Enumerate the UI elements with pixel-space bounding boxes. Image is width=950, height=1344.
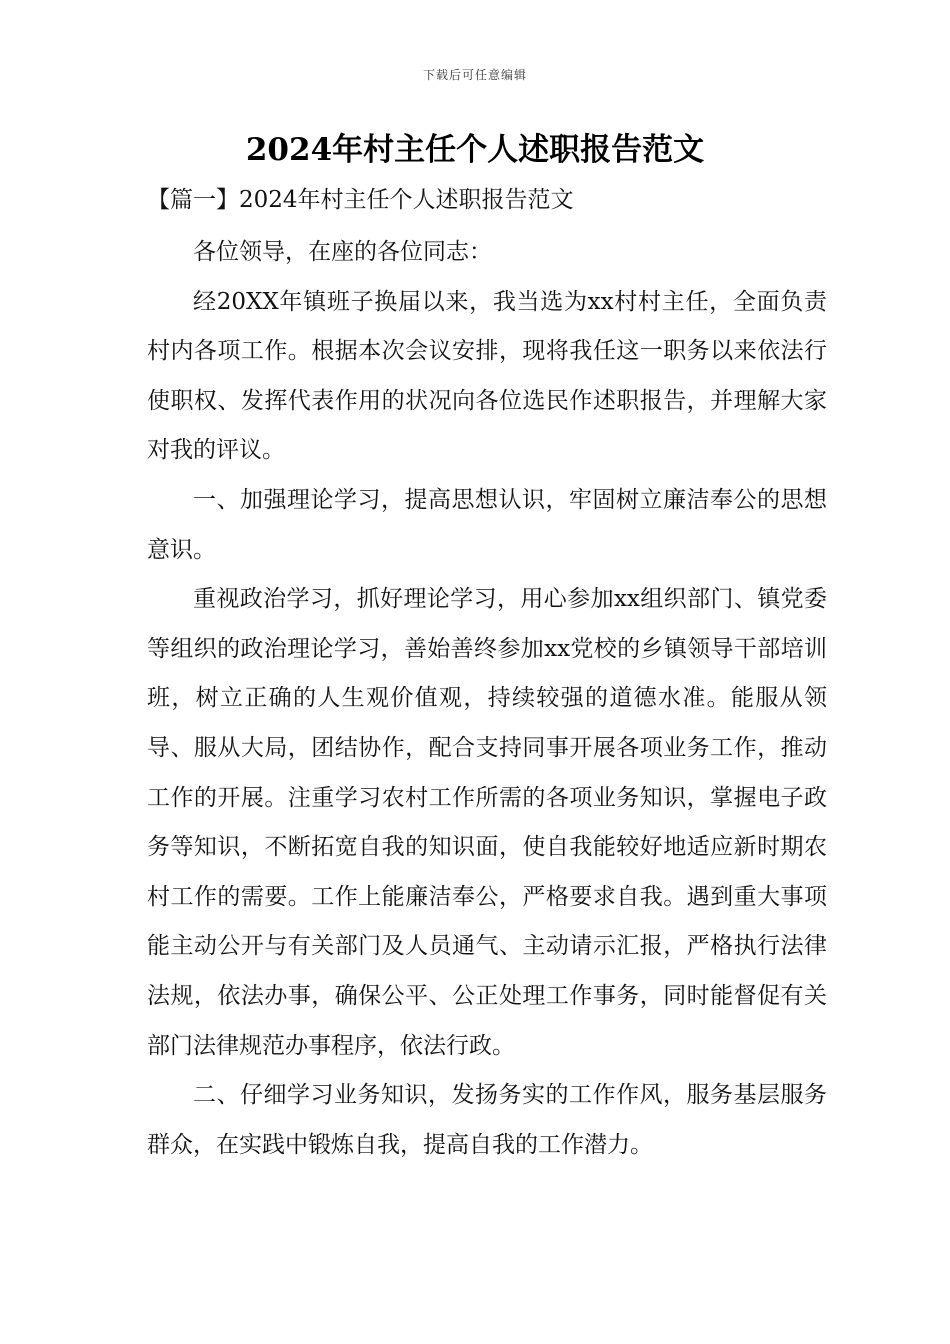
paragraph-point-one-heading: 一、加强理论学习，提高思想认识，牢固树立廉洁奉公的思想意识。 <box>147 486 827 563</box>
paragraph-point-one-body: 重视政治学习，抓好理论学习，用心参加xx组织部门、镇党委等组织的政治理论学习，善始善终参加xx党校的乡镇领导干部培训班，树立正确的人生观价值观，持续较强的道德水准。能服从领导、服从大局，团结协作，配合支持同事开展各项业务工作，推动工作的开展。注重学习农村工作所需的各项业务知识，掌握电子政务等知识，不断拓宽自我的知识面，使自我能较好地适应新时期农村工作的需要。工作上能廉洁奉公，严格要求自我。遇到重大事项能主动公开与有关部门及人员通气、主动请示汇报，严格执行法律法规，依法办事，确保公平、公正处理工作事务，同时能督促有关部门法律规范办事程序，依法行政。 <box>147 586 827 1059</box>
document-body <box>147 228 827 1170</box>
document-title: 2024年村主任个人述职报告范文 <box>245 132 705 168</box>
header-note: 下载后可任意编辑 <box>422 68 527 82</box>
paragraph-point-two-heading: 二、仔细学习业务知识，发扬务实的工作作风，服务基层服务群众，在实践中锻炼自我，提高自我的工作潜力。 <box>147 1082 827 1158</box>
paragraph-greeting: 各位领导，在座的各位同志： <box>193 239 492 265</box>
paragraph-intro: 经20XX年镇班子换届以来，我当选为xx村村主任，全面负责村内各项工作。根据本次会议安排，现将我任这一职务以来依法行使职权、发挥代表作用的状况向各位选民作述职报告，并理解大家对我的评议。 <box>147 288 827 464</box>
section-heading: 【篇一】2024年村主任个人述职报告范文 <box>147 187 574 213</box>
